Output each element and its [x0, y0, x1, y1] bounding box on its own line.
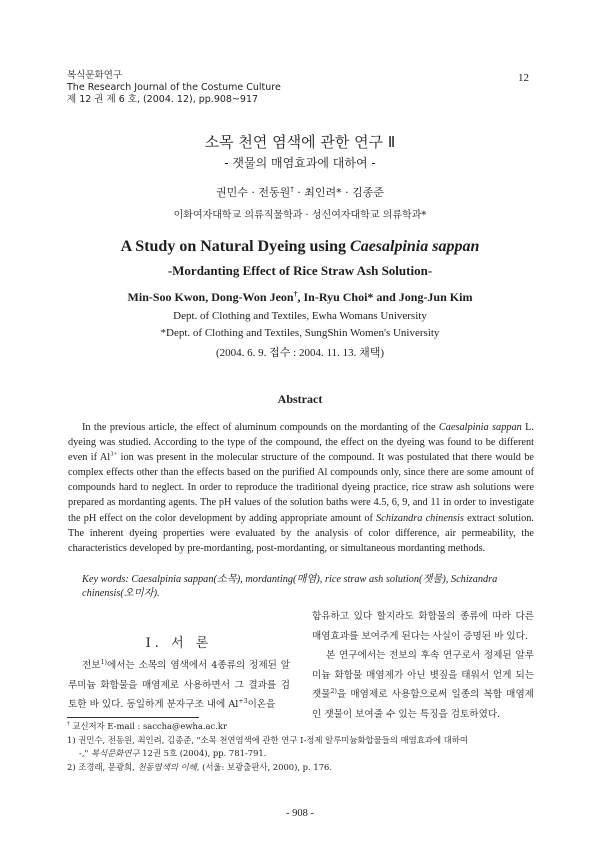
footnote-2-authors: 2) 조경래, 문광희, [67, 761, 138, 772]
english-affiliation-1: Dept. of Clothing and Textiles, Ewha Womans University [173, 310, 427, 322]
abstract-text-3: ion was present in the molecular structure of the compound. It was postulated that there would be complex effects other than the effects based on the purified Al compounds only, since there are some amount of compounds hard to neglect. In order to reproduce the traditional dyeing practice, rice straw ash solutions were prepared as mordanting agents. The pH values of the solution baths were 4.5, 6, 9, and 11 in order to investigate the pH effect on the color development by adding appropriate amount of [68, 452, 534, 524]
intro-left-text-a: 전보 [82, 660, 101, 671]
footnote-1-journal: 복식문화연구 [91, 748, 140, 758]
abstract-ion-charge: 3+ [110, 450, 118, 458]
intro-left-text-c: 이온을 [247, 699, 276, 710]
corresponding-mark: † [67, 721, 70, 728]
english-title-plain: A Study on Natural Dyeing using [120, 238, 351, 255]
english-authors-lead: Min-Soo Kwon, Dong-Won Jeon [127, 290, 294, 304]
top-page-number: 12 [518, 72, 529, 84]
section-heading-introduction: Ⅰ. 서 론 [145, 636, 213, 651]
intro-right-text-c: 을 매염제로 사용함으로써 일종의 복합 매염제인 잿물이 보여줄 수 있는 특징을 검토하였다. [312, 689, 534, 720]
abstract-text-1: In the previous article, the effect of aluminum compounds on the mordanting of the [82, 422, 439, 433]
korean-affiliation: 이화여자대학교 의류직물학과 · 성신여자대학교 의류학과* [173, 210, 427, 221]
abstract-heading: Abstract [277, 392, 323, 406]
footnote-divider [67, 717, 199, 718]
corresponding-email: 교신저자 E-mail : saccha@ewha.ac.kr [69, 721, 227, 731]
intro-left-column [68, 656, 290, 715]
korean-authors-rest: · 최인려* · 김종준 [293, 186, 385, 199]
corresponding-author-note [67, 720, 537, 734]
corresponding-dagger-en: † [293, 289, 298, 298]
abstract-body [68, 420, 534, 556]
english-title [0, 238, 600, 256]
page-footer-number: - 908 - [286, 808, 314, 819]
english-authors-rest: , In-Ryu Choi* and Jong-Jun Kim [297, 290, 473, 304]
korean-authors-lead: 권민수 · 전동원 [215, 186, 291, 199]
intro-ref-1: 1) [100, 658, 107, 666]
abstract-text-2: L. dyeing was studied. According to the type of the compound, the effect on the dyeing was found to be different even if Al [68, 422, 535, 464]
footnote-2 [67, 761, 537, 775]
korean-authors [0, 184, 600, 200]
footnote-1-line-1: 1) 권민수, 전동원, 최인려, 김종준, "소목 천연염색에 관한 연구 Ⅰ-정제 알루미늄화합물들의 매염효과에 대하여 [67, 734, 468, 745]
intro-ref-2: 2) [330, 687, 337, 695]
footnote-1-citation: 12권 5호 (2004), pp. 781-791. [139, 748, 267, 758]
journal-korean-name: 복식문화연구 [67, 70, 123, 81]
english-subtitle: -Mordanting Effect of Rice Straw Ash Solution- [167, 263, 433, 278]
corresponding-dagger-kr: † [290, 184, 294, 194]
intro-left-text-b: 에서는 소목의 염색에서 4종류의 정제된 알루미늄 화합물을 매염제로 사용하면서 그 결과를 검토한 바 있다. 동일하게 분자구조 내에 Al [68, 660, 290, 710]
footnote-1-dash: -," [79, 748, 92, 758]
journal-header [67, 70, 281, 106]
footnotes [67, 720, 537, 774]
english-authors [0, 290, 600, 305]
footnote-1-line-2 [67, 747, 537, 761]
korean-subtitle: - 잿물의 매염효과에 대하여 - [224, 156, 376, 170]
journal-english-name: The Research Journal of the Costume Culture [67, 82, 281, 93]
keywords: Key words: Caesalpinia sappan(소목), mordanting(매염), rice straw ash solution(잿물), Schizandra chinensis(오미자). [82, 574, 498, 599]
abstract-species-1: Caesalpinia sappan [438, 422, 522, 433]
abstract-text-4: extract solution. The inherent dyeing properties were evaluated by the analysis of color difference, air permeability, the characteristics developed by pre-mordanting, post-mordanting, or simultaneous mordanting methods. [68, 512, 534, 554]
intro-right-text-b: 본 연구에서는 전보의 후속 연구로서 정제된 알루미늄 화합물 매염제가 아닌 볏짚을 태워서 얻게 되는 잿물 [312, 650, 534, 700]
intro-al-charge: +3 [238, 697, 248, 705]
journal-volume-info: 제 12 권 제 6 호, (2004. 12), pp.908~917 [67, 94, 259, 105]
english-affiliation-2: *Dept. of Clothing and Textiles, SungShin Women's University [160, 327, 440, 339]
intro-right-para-1: 함유하고 있다 할지라도 화합물의 종류에 따라 다른 매염효과를 보여주게 된다는 사실이 증명된 바 있다. [312, 611, 534, 642]
received-accepted-dates: (2004. 6. 9. 접수 : 2004. 11. 13. 채택) [216, 347, 384, 359]
abstract-species-2: Schizandra chinensis [376, 512, 464, 524]
intro-right-column [312, 607, 534, 724]
intro-right-para-2 [312, 646, 534, 724]
footnote-2-book: 천동염색의 이해 [137, 761, 197, 772]
footnote-2-citation: , (서울: 보광출판사, 2000), p. 176. [196, 761, 333, 772]
english-title-italic: Caesalpinia sappan [350, 238, 480, 255]
korean-title: 소목 천연 염색에 관한 연구 Ⅱ [204, 133, 396, 151]
